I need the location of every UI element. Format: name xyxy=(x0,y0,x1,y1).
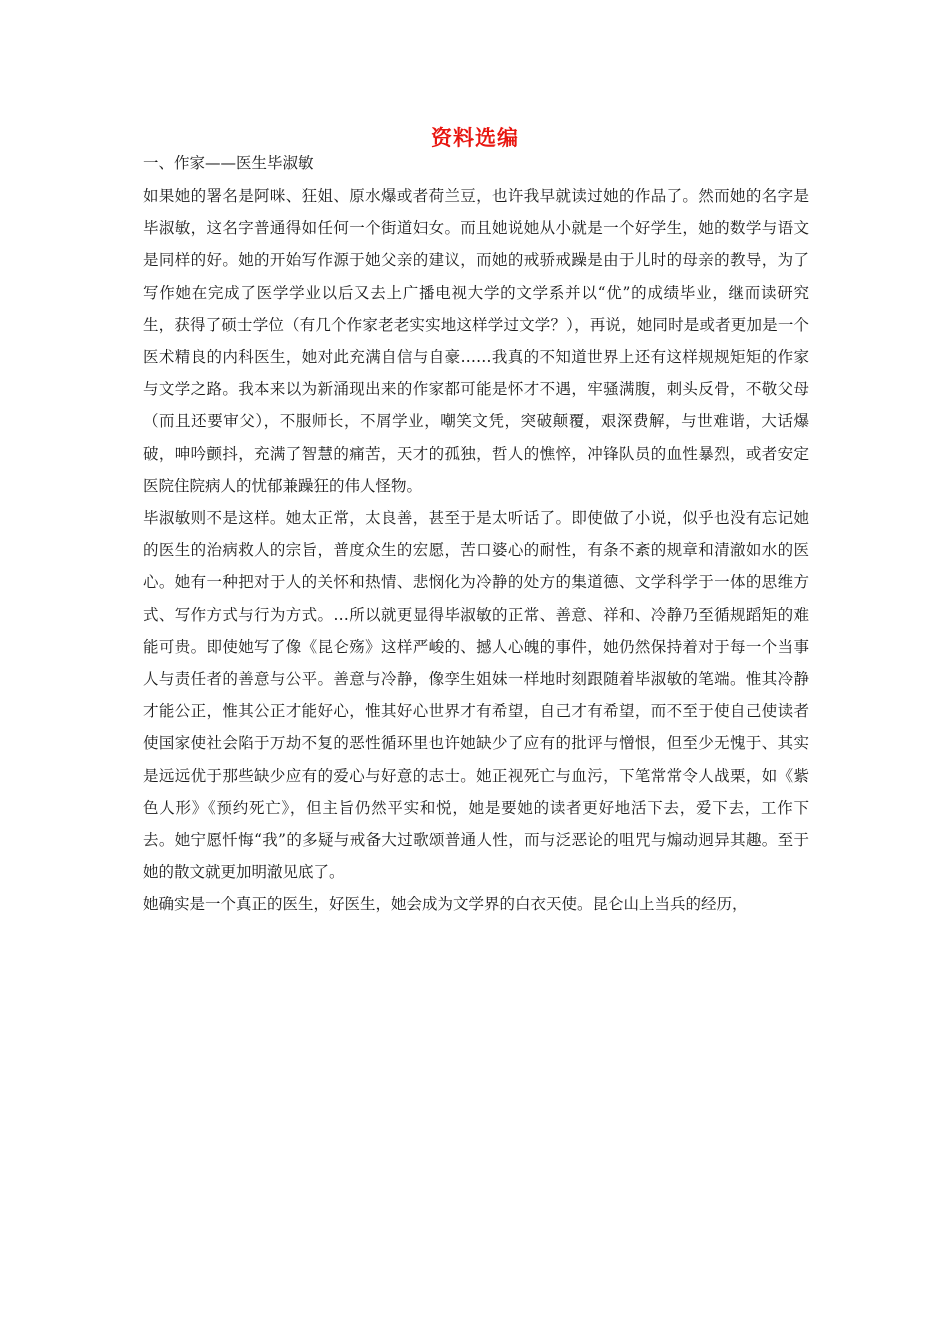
document-title: 资料选编 xyxy=(431,126,519,150)
document-body xyxy=(143,152,809,921)
section-heading: 一、作家——医生毕淑敏 xyxy=(143,154,314,172)
paragraph-3: 她确实是一个真正的医生，好医生，她会成为文学界的白衣天使。昆仑山上当兵的经历， xyxy=(143,895,748,914)
paragraph-2: 毕淑敏则不是这样。她太正常，太良善，甚至于是太听话了。即使做了小说，似乎也没有忘记她的医生的治病救人的宗旨，普度众生的宏愿，苦口婆心的耐性，有条不紊的规章和清澈如水的医心。她有一种把对于人的关怀和热情、悲悯化为冷静的处方的集道德、文学科学于一体的思维方式、写作方式与行为方式。…所以就更显得毕淑敏的正常、善意、祥和、冷静乃至循规蹈矩的难能可贵。即使她写了像《昆仑殇》这样严峻的、撼人心魄的事件，她仍然保持着对于每一个当事人与责任者的善意与公平。善意与冷静，像孪生姐妹一样地时刻跟随着毕淑敏的笔端。惟其冷静才能公正，惟其公正才能好心，惟其好心世界才有希望，自己才有希望，而不至于使自己使读者使国家使社会陷于万劫不复的恶性循环里也许她缺少了应有的批评与憎恨，但至少无愧于、其实是远远优于那些缺少应有的爱心与好意的志士。她正视死亡与血污，下笔常常令人战栗，如《紫色人形》《预约死亡》，但主旨仍然平实和悦，她是要她的读者更好地活下去，爱下去，工作下去。她宁愿忏悔“我”的多疑与戒备大过歌颂普通人性，而与泛恶论的咀咒与煽动迥异其趣。至于她的散文就更加明澈见底了。 xyxy=(143,509,809,882)
paragraph-1: 如果她的署名是阿咪、狂姐、原水爆或者荷兰豆，也许我早就读过她的作品了。然而她的名字是毕淑敏，这名字普通得如任何一个街道妇女。而且她说她从小就是一个好学生，她的数学与语文是同样的好。她的开始写作源于她父亲的建议，而她的戒骄戒躁是由于儿时的母亲的教导，为了写作她在完成了医学学业以后又去上广播电视大学的文学系并以“优”的成绩毕业，继而读研究生，获得了硕士学位（有几个作家老老实实地这样学过文学？），再说，她同时是或者更加是一个医术精良的内科医生，她对此充满自信与自豪……我真的不知道世界上还有这样规规矩矩的作家与文学之路。我本来以为新涌现出来的作家都可能是怀才不遇，牢骚满腹，刺头反骨，不敬父母（而且还要审父），不服师长，不屑学业，嘲笑文凭，突破颠覆，艰深费解，与世难谐，大话爆破，呻吟颤抖，充满了智慧的痛苦，天才的孤独，哲人的憔悴，冲锋队员的血性暴烈，或者安定医院住院病人的忧郁兼躁狂的伟人怪物。 xyxy=(143,187,809,495)
